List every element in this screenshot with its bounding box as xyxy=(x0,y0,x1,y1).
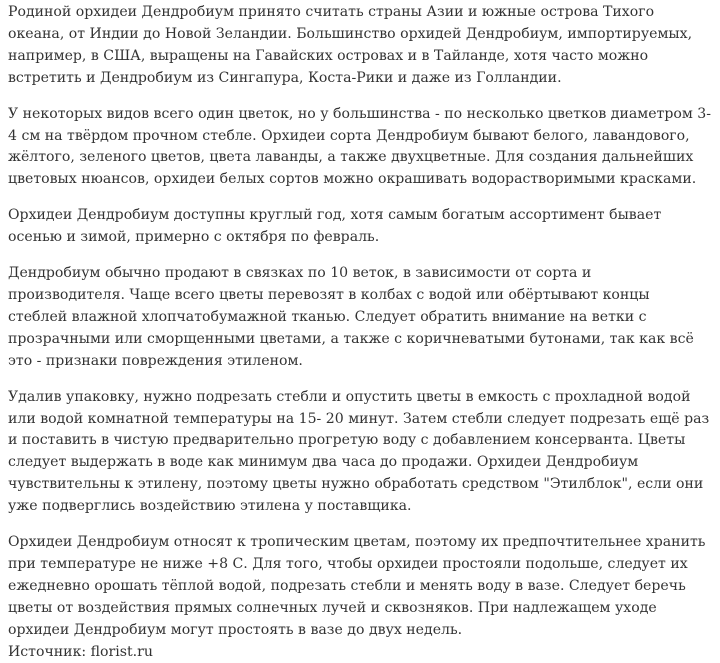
paragraph-origin: Родиной орхидеи Дендробиум принято считать страны Азии и южные острова Тихого океана, от Индии до Новой Зеландии. Большинство орхидей Дендробиум, импортируемых, например, в США, выращены на Гавайских островах и в Тайланде, хотя часто можно встретить и Дендробиум из Сингапура, Коста-Рики и даже из Голландии. xyxy=(8,4,693,86)
paragraph-selling: Дендробиум обычно продают в связках по 10 веток, в зависимости от сорта и производителя. Чаще всего цветы перевозят в колбах с водой или обёртывают концы стеблей влажной хлопчатобумажной тканью. Следует обратить внимание на ветки с прозрачными или сморщенными цветами, а также с коричневатыми бутонами, так как всё это - признаки повреждения этиленом. xyxy=(8,265,694,369)
paragraph-availability: Орхидеи Дендробиум доступны круглый год, хотя самым богатым ассортимент бывает осенью и зимой, примерно с октября по февраль. xyxy=(8,207,662,246)
paragraph-flowers: У некоторых видов всего один цветок, но у большинства - по несколько цветков диаметром 3-4 см на твёрдом прочном стебле. Орхидеи сорта Дендробиум бывают белого, лавандового, жёлтого, зеленого цветов, цвета лаванды, а также двухцветные. Для создания дальнейших цветовых нюансов, орхидеи белых сортов можно окрашивать водорастворимыми красками. xyxy=(8,105,712,188)
paragraph-care: Орхидеи Дендробиум относят к тропическим цветам, поэтому их предпочтительнее хранить при температуре не ниже +8 С. Для того, чтобы орхидеи простояли подольше, следует их ежедневно орошать тёплой водой, подрезать стебли и менять воду в вазе. Следует беречь цветы от воздействия прямых солнечных лучей и сквозняков. При надлежащем уходе орхидеи Дендробиум могут простоять в вазе до двух недель. xyxy=(8,534,706,638)
source-line: Источник: florist.ru xyxy=(8,643,153,660)
paragraph-processing: Удалив упаковку, нужно подрезать стебли и опустить цветы в емкость с прохладной водой или водой комнатной температуры на 15- 20 минут. Затем стебли следует подрезать ещё раз и поставить в чистую предварительно прогретую воду с добавлением консерванта. Цветы следует выдержать в воде как минимум два часа до продажи. Орхидеи Дендробиум чувствительны к этилену, поэтому цветы нужно обработать средством "Этилблок", если они уже подверглись воздействию этилена у поставщика. xyxy=(8,388,710,515)
